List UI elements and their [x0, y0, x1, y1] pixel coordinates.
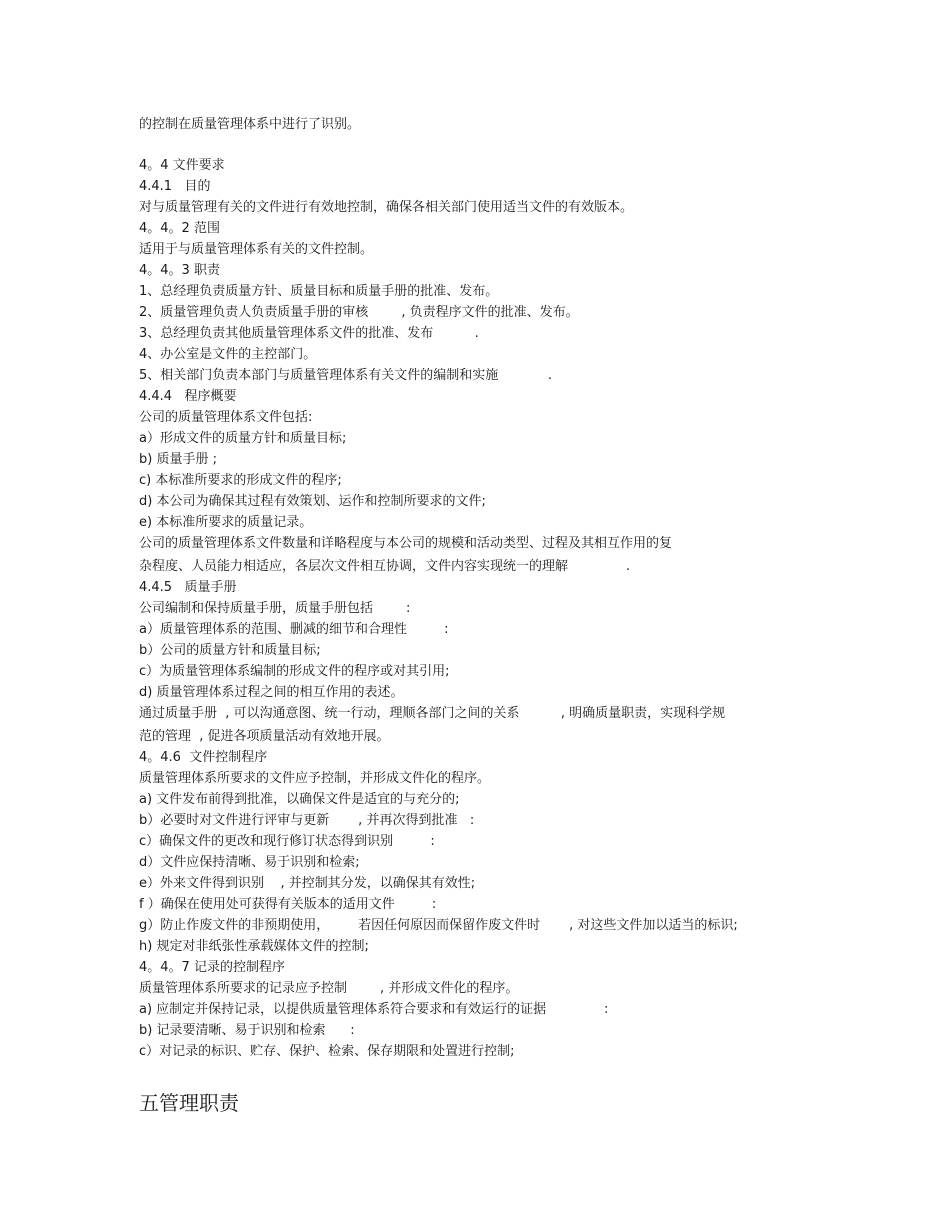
text-line: 的控制在质量管理体系中进行了识别。	[139, 117, 361, 132]
list-item: d) 本公司为确保其过程有效策划、运作和控制所要求的文件;	[139, 494, 486, 509]
list-item: b）公司的质量方针和质量目标;	[139, 643, 321, 658]
list-item: a）形成文件的质量方针和质量目标;	[139, 431, 347, 446]
text-line: 对与质量管理有关的文件进行有效地控制，确保各相关部门使用适当文件的有效版本。	[139, 200, 634, 215]
list-item: a) 应制定并保持记录，以提供质量管理体系符合要求和有效运行的证据 :	[139, 1002, 609, 1017]
list-item: c）为质量管理体系编制的形成文件的程序或对其引用;	[139, 664, 450, 679]
list-item: 4、办公室是文件的主控部门。	[139, 347, 317, 362]
list-item: b) 记录要清晰、易于识别和检索 :	[139, 1023, 355, 1038]
list-item: e）外来文件得到识别 , 并控制其分发，以确保其有效性;	[139, 876, 476, 891]
text-line: 适用于与质量管理体系有关的文件控制。	[139, 242, 374, 257]
chapter-heading: 五管理职责	[139, 1091, 239, 1115]
subsection-title: 4。4.6 文件控制程序	[139, 750, 268, 765]
subsection-title: 4。4。3 职责	[139, 263, 220, 278]
list-item: c）对记录的标识、贮存、保护、检索、保存期限和处置进行控制;	[139, 1044, 515, 1059]
list-item: d）文件应保持清晰、易于识别和检索;	[139, 855, 360, 870]
text-line: 公司的质量管理体系文件包括:	[139, 410, 313, 425]
text-line: 范的管理 , 促进各项质量活动有效地开展。	[139, 729, 390, 744]
subsection-title: 4.4.4 程序概要	[139, 389, 237, 404]
text-line: 通过质量手册 , 可以沟通意图、统一行动，理顺各部门之间的关系 , 明确质量职责，实现科学规	[139, 706, 726, 721]
text-line: 公司的质量管理体系文件数量和详略程度与本公司的规模和活动类型、过程及其相互作用的复	[139, 536, 673, 551]
text-line: 质量管理体系所要求的文件应予控制，并形成文件化的程序。	[139, 771, 491, 786]
text-line: 公司编制和保持质量手册，质量手册包括 :	[139, 601, 411, 616]
subsection-title: 4。4。7 记录的控制程序	[139, 960, 285, 975]
list-item: 3、总经理负责其他质量管理体系文件的批准、发布 .	[139, 326, 479, 341]
list-item: 5、相关部门负责本部门与质量管理体系有关文件的编制和实施 .	[139, 368, 552, 383]
list-item: d) 质量管理体系过程之间的相互作用的表述。	[139, 685, 404, 700]
list-item: g）防止作废文件的非预期使用， 若因任何原因而保留作废文件时 , 对这些文件加以适当的标识;	[139, 918, 738, 933]
section-title: 4。4 文件要求	[139, 158, 225, 173]
list-item: c) 本标准所要求的形成文件的程序;	[139, 473, 342, 488]
list-item: 1、总经理负责质量方针、质量目标和质量手册的批准、发布。	[139, 284, 499, 299]
list-item: 2、质量管理负责人负责质量手册的审核 , 负责程序文件的批准、发布。	[139, 305, 579, 320]
text-line: 质量管理体系所要求的记录应予控制 , 并形成文件化的程序。	[139, 981, 519, 996]
subsection-title: 4。4。2 范围	[139, 221, 220, 236]
list-item: e) 本标准所要求的质量记录。	[139, 515, 313, 530]
list-item: a) 文件发布前得到批准，以确保文件是适宜的与充分的;	[139, 792, 460, 807]
subsection-title: 4.4.5 质量手册	[139, 580, 237, 595]
list-item: f ）确保在使用处可获得有关版本的适用文件 :	[139, 897, 437, 912]
text-line: 杂程度、人员能力相适应，各层次文件相互协调，文件内容实现统一的理解 .	[139, 559, 630, 574]
list-item: b) 质量手册 ;	[139, 452, 217, 467]
list-item: b）必要时对文件进行评审与更新 , 并再次得到批准 :	[139, 813, 475, 828]
subsection-title: 4.4.1 目的	[139, 179, 211, 194]
list-item: h) 规定对非纸张性承载媒体文件的控制;	[139, 939, 369, 954]
list-item: c）确保文件的更改和现行修订状态得到识别 :	[139, 834, 435, 849]
list-item: a）质量管理体系的范围、删减的细节和合理性 :	[139, 622, 449, 637]
